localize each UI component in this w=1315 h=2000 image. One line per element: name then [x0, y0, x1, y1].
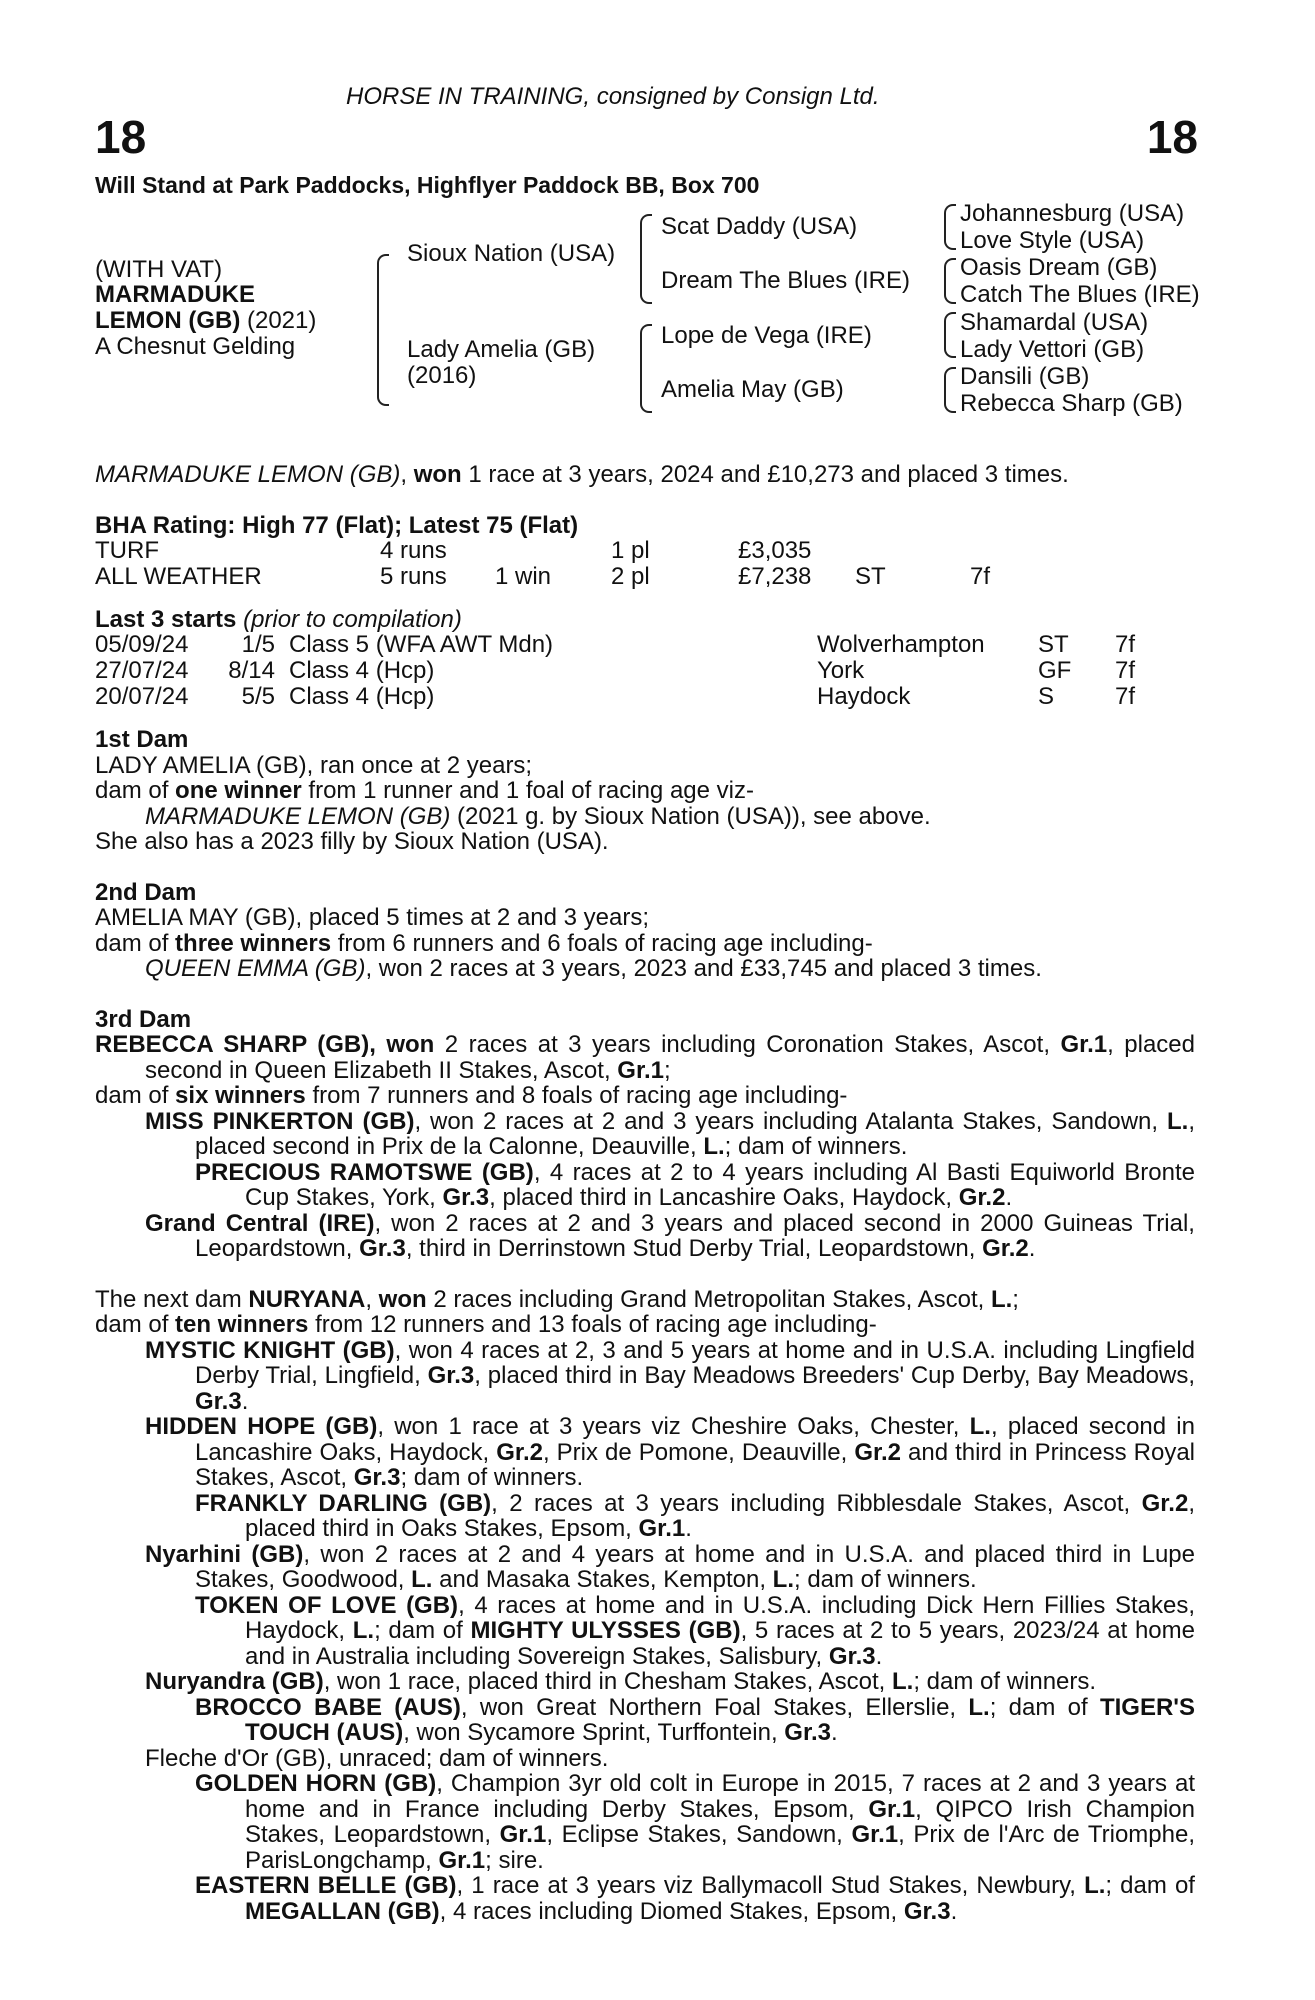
start-dist: 7f	[1115, 631, 1136, 658]
next-dam-line: The next dam NURYANA, won 2 races including Grand Metropolitan Stakes, Ascot, L.;	[95, 1285, 1019, 1313]
dam1-line4: She also has a 2023 filly by Sioux Nation (USA).	[95, 828, 609, 855]
gg-4: Catch The Blues (IRE)	[960, 281, 1200, 308]
start-date: 27/07/24	[95, 657, 189, 684]
dam2-line3: QUEEN EMMA (GB), won 2 races at 3 years, 2023 and £33,745 and placed 3 times.	[145, 955, 1042, 982]
dam3-title: 3rd Dam	[95, 1005, 192, 1033]
dam3-produce: dam of six winners from 7 runners and 8 foals of racing age including-	[95, 1082, 848, 1109]
start-race: Class 4 (Hcp)	[289, 657, 435, 684]
bracket-dam-parents	[640, 324, 652, 413]
rating-pl: 1 pl	[611, 537, 650, 564]
rating-runs: 5 runs	[380, 563, 447, 590]
stand-location: Will Stand at Park Paddocks, Highflyer Paddock BB, Box 700	[95, 172, 760, 198]
start-date: 20/07/24	[95, 683, 189, 710]
summary-won: won	[413, 461, 462, 488]
start-pos: 5/5	[241, 683, 275, 710]
dam2-title: 2nd Dam	[95, 878, 197, 906]
dam-dam: Amelia May (GB)	[661, 376, 844, 403]
frankly-darling: FRANKLY DARLING (GB), 2 races at 3 years including Ribblesdale Stakes, Ascot, Gr.2, placed third in Oaks Stakes, Epsom, Gr.1.	[195, 1489, 1195, 1542]
sire: Sioux Nation (USA)	[407, 240, 616, 267]
lot-number-right: 18	[1146, 111, 1198, 163]
start-going: ST	[1038, 631, 1069, 658]
horse-name-line2-row	[95, 308, 316, 334]
gg-5: Shamardal (USA)	[960, 309, 1149, 336]
vat-note: (WITH VAT)	[95, 256, 223, 283]
summary-rest: 1 race at 3 years, 2024 and £10,273 and placed 3 times.	[461, 461, 1069, 488]
start-date: 05/09/24	[95, 631, 189, 658]
next-dam-produce: dam of ten winners from 12 runners and 13 foals of racing age including-	[95, 1311, 877, 1338]
rating-surface: TURF	[95, 537, 159, 564]
dam3-precious: PRECIOUS RAMOTSWE (GB), 4 races at 2 to 4 years including Al Basti Equiworld Bronte Cup Stakes, York, Gr.3, placed third in Lancashire Oaks, Haydock, Gr.2.	[195, 1158, 1196, 1211]
start-course: Wolverhampton	[817, 631, 985, 658]
bracket-sire-parents	[640, 214, 652, 304]
nyarhini: Nyarhini (GB), won 2 races at 2 and 4 years at home and in U.S.A. and placed third in Lupe Stakes, Goodwood, L. and Masaka Stakes, Kempton, L.; dam of winners.	[145, 1540, 1195, 1593]
rating-surface: ALL WEATHER	[95, 563, 262, 590]
dam3-grand-central: Grand Central (IRE), won 2 races at 2 and 3 years and placed second in 2000 Guineas Trial, Leopardstown, Gr.3, third in Derrinstown Stud Derby Trial, Leopardstown, Gr.2.	[145, 1209, 1195, 1262]
mystic-knight: MYSTIC KNIGHT (GB), won 4 races at 2, 3 and 5 years at home and in U.S.A. including Lingfield Derby Trial, Lingfield, Gr.3, placed third in Bay Meadows Breeders' Cup Derby, Bay Meadows, Gr.3.	[145, 1336, 1195, 1415]
dam1-line2: dam of one winner from 1 runner and 1 foal of racing age viz-	[95, 777, 754, 804]
horse-description: A Chesnut Gelding	[95, 333, 296, 360]
starts-note: (prior to compilation)	[236, 606, 462, 633]
rating-pl: 2 pl	[611, 563, 650, 590]
bracket-g12	[944, 204, 956, 250]
rating-title: BHA Rating: High 77 (Flat); Latest 75 (Flat)	[95, 512, 579, 539]
bracket-parents	[377, 254, 389, 406]
lot-number-left: 18	[95, 111, 147, 163]
dam3-miss-pinkerton: MISS PINKERTON (GB), won 2 races at 2 and 3 years including Atalanta Stakes, Sandown, L., placed second in Prix de la Calonne, Deauville, L.; dam of winners.	[145, 1107, 1195, 1160]
sire-sire: Scat Daddy (USA)	[661, 213, 858, 240]
foal-year: (2021)	[240, 307, 317, 334]
gg-2: Love Style (USA)	[960, 227, 1145, 254]
start-pos: 8/14	[228, 657, 275, 684]
start-going: GF	[1038, 657, 1072, 684]
dam-year: (2016)	[407, 362, 477, 389]
gg-6: Lady Vettori (GB)	[960, 336, 1145, 363]
race-summary: MARMADUKE LEMON (GB), won 1 race at 3 years, 2024 and £10,273 and placed 3 times.	[95, 461, 1069, 488]
sire-dam: Dream The Blues (IRE)	[661, 267, 910, 294]
bracket-g56	[944, 312, 956, 358]
starts-heading	[95, 607, 462, 633]
start-course: Haydock	[817, 683, 911, 710]
rating-dist: 7f	[970, 563, 991, 590]
gg-7: Dansili (GB)	[960, 363, 1090, 390]
start-course: York	[817, 657, 865, 684]
bracket-g34	[944, 258, 956, 304]
dam-sire: Lope de Vega (IRE)	[661, 322, 872, 349]
rating-money: £7,238	[738, 563, 812, 590]
dam1-line3: MARMADUKE LEMON (GB) (2021 g. by Sioux Nation (USA)), see above.	[145, 802, 931, 830]
rating-money: £3,035	[738, 537, 812, 564]
dam1-line1: LADY AMELIA (GB), ran once at 2 years;	[95, 751, 533, 779]
nuryandra: Nuryandra (GB), won 1 race, placed third in Chesham Stakes, Ascot, L.; dam of winners.	[145, 1668, 1097, 1695]
hidden-hope: HIDDEN HOPE (GB), won 1 race at 3 years viz Cheshire Oaks, Chester, L., placed second in Lancashire Oaks, Haydock, Gr.2, Prix de Pomone, Deauville, Gr.2 and third in Princess Royal Stakes, Ascot, Gr.3; dam of winners.	[145, 1413, 1196, 1491]
rating-runs: 4 runs	[380, 537, 447, 564]
start-race: Class 4 (Hcp)	[289, 683, 435, 710]
golden-horn: GOLDEN HORN (GB), Champion 3yr old colt in Europe in 2015, 7 races at 2 and 3 years at home and in France including Derby Stakes, Epsom, Gr.1, QIPCO Irish Champion Stakes, Leopardstown, Gr.1, Eclipse Stakes, Sandown, Gr.1, Prix de l'Arc de Triomphe, ParisLongchamp, Gr.1; sire.	[195, 1770, 1196, 1874]
gg-1: Johannesburg (USA)	[960, 200, 1185, 227]
start-dist: 7f	[1115, 683, 1136, 710]
dam3-rebecca: REBECCA SHARP (GB), won 2 races at 3 years including Coronation Stakes, Ascot, Gr.1, placed second in Queen Elizabeth II Stakes, Ascot, Gr.1;	[95, 1031, 1195, 1084]
dam1-title: 1st Dam	[95, 726, 189, 753]
dam2-line2: dam of three winners from 6 runners and 6 foals of racing age including-	[95, 929, 873, 957]
start-pos: 1/5	[241, 631, 275, 658]
brocco-babe: BROCCO BABE (AUS), won Great Northern Foal Stakes, Ellerslie, L.; dam of TIGER'S TOUCH (AUS), won Sycamore Sprint, Turffontein, Gr.3.	[195, 1693, 1196, 1746]
fleche-dor: Fleche d'Or (GB), unraced; dam of winners.	[145, 1744, 609, 1772]
start-going: S	[1038, 683, 1055, 710]
token-of-love: TOKEN OF LOVE (GB), 4 races at home and in U.S.A. including Dick Hern Fillies Stakes, Haydock, L.; dam of MIGHTY ULYSSES (GB), 5 races at 2 to 5 years, 2023/24 at home and in Australia including Sovereign Stakes, Salisbury, Gr.3.	[195, 1591, 1195, 1670]
gg-3: Oasis Dream (GB)	[960, 254, 1158, 281]
dam: Lady Amelia (GB)	[407, 336, 596, 363]
banner: HORSE IN TRAINING, consigned by Consign Ltd.	[346, 83, 880, 110]
bracket-g78	[944, 367, 956, 413]
horse-name-line2: LEMON (GB)	[95, 307, 241, 334]
dam-notes	[95, 727, 1195, 1924]
start-race: Class 5 (WFA AWT Mdn)	[289, 631, 554, 658]
dam2-line1: AMELIA MAY (GB), placed 5 times at 2 and 3 years;	[95, 904, 650, 931]
horse-name-line1: MARMADUKE	[95, 281, 255, 308]
starts-title: Last 3 starts	[95, 606, 237, 633]
eastern-belle: EASTERN BELLE (GB), 1 race at 3 years viz Ballymacoll Stud Stakes, Newbury, L.; dam of MEGALLAN (GB), 4 races including Diomed Stakes, Epsom, Gr.3.	[195, 1872, 1195, 1925]
rating-going: ST	[855, 563, 886, 590]
rating-win: 1 win	[495, 563, 552, 590]
start-dist: 7f	[1115, 657, 1136, 684]
gg-8: Rebecca Sharp (GB)	[960, 390, 1183, 417]
summary-horse-name: MARMADUKE LEMON (GB)	[95, 461, 401, 488]
